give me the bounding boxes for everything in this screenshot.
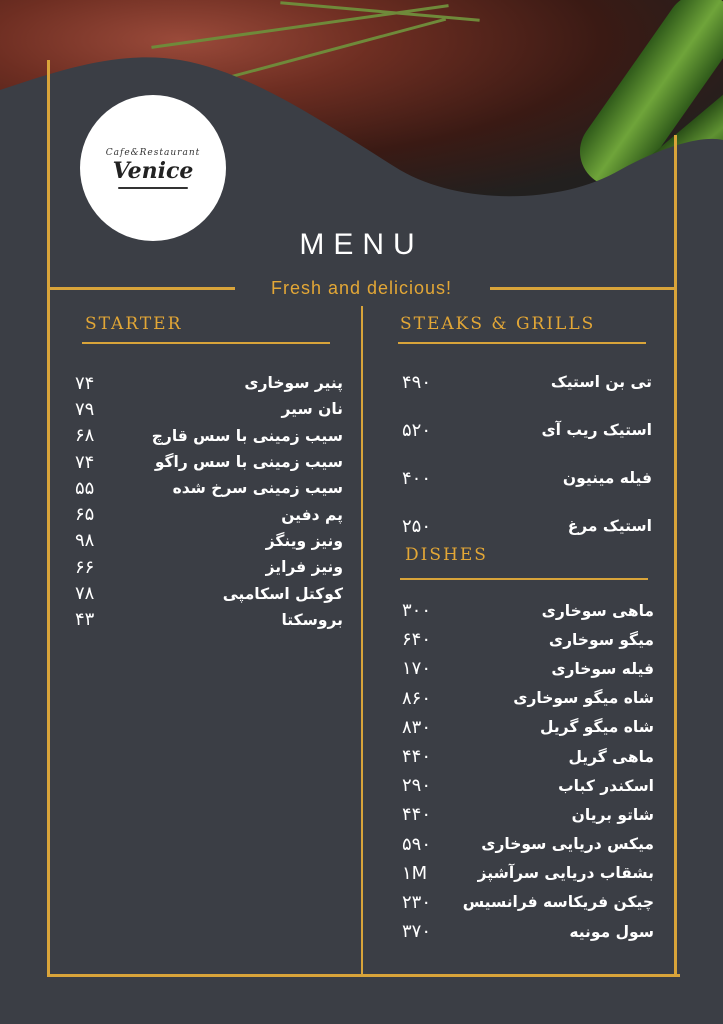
item-name: پنیر سوخاری — [244, 374, 343, 393]
list-item — [75, 396, 343, 422]
list-item — [402, 830, 654, 859]
item-name: فیله مینیون — [562, 469, 652, 487]
steaks-list — [402, 358, 652, 550]
steaks-rule — [398, 342, 646, 344]
tagline: Fresh and delicious! — [270, 278, 453, 298]
item-name: فیله سوخاری — [551, 659, 654, 678]
item-price: ۴۰۰ — [402, 467, 432, 489]
list-item — [402, 800, 654, 829]
starter-rule — [82, 342, 330, 344]
item-price: ۸۳۰ — [402, 716, 432, 738]
item-name: اسکندر کباب — [558, 776, 654, 795]
item-price: ۵۲۰ — [402, 419, 432, 441]
item-name: سول مونیه — [569, 922, 654, 941]
item-price: ۵۹۰ — [402, 833, 432, 855]
item-name: سیب زمینی با سس راگو — [154, 453, 343, 472]
list-item — [402, 625, 654, 654]
item-price: ۵۵ — [75, 477, 95, 499]
item-name: ماهی سوخاری — [541, 601, 654, 620]
list-item — [75, 528, 343, 554]
list-item — [75, 475, 343, 501]
item-name: شاه میگو گریل — [540, 718, 654, 737]
venice-logo: Cafe&Restaurant Venice — [80, 95, 226, 241]
list-item — [402, 859, 654, 888]
item-price: ۲۳۰ — [402, 891, 432, 913]
item-name: ونیز فرایز — [265, 558, 343, 577]
item-price: ۶۴۰ — [402, 629, 432, 651]
item-name: سیب زمینی سرخ شده — [172, 479, 343, 498]
item-price: ۴۹۰ — [402, 371, 432, 393]
item-price: ۷۸ — [75, 583, 95, 605]
item-price: ۲۹۰ — [402, 775, 432, 797]
item-name: استیک مرغ — [567, 517, 652, 535]
item-name: نان سیر — [281, 400, 343, 419]
starter-list — [75, 370, 343, 633]
item-price: ۲۵۰ — [402, 515, 432, 537]
item-name: بشقاب دریایی سرآشپز — [477, 864, 654, 883]
item-price: ۴۴۰ — [402, 746, 432, 768]
column-divider — [361, 306, 363, 976]
list-item — [402, 502, 652, 550]
item-name: میگو سوخاری — [548, 630, 654, 649]
item-price: ۴۴۰ — [402, 804, 432, 826]
dishes-heading: DISHES — [405, 545, 488, 565]
list-item — [402, 742, 654, 771]
list-item — [402, 888, 654, 917]
list-item — [402, 917, 654, 946]
menu-title: MENU — [299, 228, 424, 261]
item-name: تی بن استیک — [550, 373, 652, 391]
item-name: میکس دریایی سوخاری — [481, 835, 654, 854]
item-name: شاه میگو سوخاری — [513, 689, 654, 708]
item-name: بروسکتا — [281, 610, 343, 629]
list-item — [402, 358, 652, 406]
list-item — [75, 607, 343, 633]
item-name: کوکتل اسکامپی — [222, 584, 343, 603]
list-item — [402, 771, 654, 800]
item-price: ۴۳ — [75, 609, 95, 631]
item-name: استیک ریب آی — [541, 421, 652, 439]
list-item — [75, 423, 343, 449]
item-name: ونیز وینگز — [265, 531, 343, 550]
list-item — [75, 370, 343, 396]
list-item — [402, 654, 654, 683]
list-item — [75, 554, 343, 580]
item-price: ۸۶۰ — [402, 687, 432, 709]
item-price: ۹۸ — [75, 530, 95, 552]
item-price: ۱M — [402, 862, 428, 884]
list-item — [402, 454, 652, 502]
item-price: ۷۴ — [75, 372, 95, 394]
dishes-list — [402, 596, 654, 946]
item-price: ۳۷۰ — [402, 921, 432, 943]
item-price: ۶۸ — [75, 425, 95, 447]
list-item — [75, 580, 343, 606]
item-price: ۶۵ — [75, 504, 95, 526]
list-item — [402, 596, 654, 625]
steaks-heading: STEAKS & GRILLS — [400, 314, 596, 334]
starter-heading: STARTER — [85, 314, 183, 334]
item-price: ۷۴ — [75, 451, 95, 473]
item-name: پم دفین — [281, 505, 343, 524]
dishes-rule — [400, 578, 648, 580]
item-name: ماهی گریل — [568, 747, 654, 766]
item-price: ۶۶ — [75, 556, 95, 578]
list-item — [402, 684, 654, 713]
item-price: ۳۰۰ — [402, 600, 432, 622]
item-name: شاتو بریان — [571, 805, 654, 824]
list-item — [402, 713, 654, 742]
item-price: ۱۷۰ — [402, 658, 432, 680]
item-name: سیب زمینی با سس قارچ — [151, 426, 343, 445]
item-name: چیکن فریکاسه فرانسیس — [462, 893, 654, 912]
list-item — [75, 501, 343, 527]
list-item — [402, 406, 652, 454]
item-price: ۷۹ — [75, 398, 95, 420]
list-item — [75, 449, 343, 475]
